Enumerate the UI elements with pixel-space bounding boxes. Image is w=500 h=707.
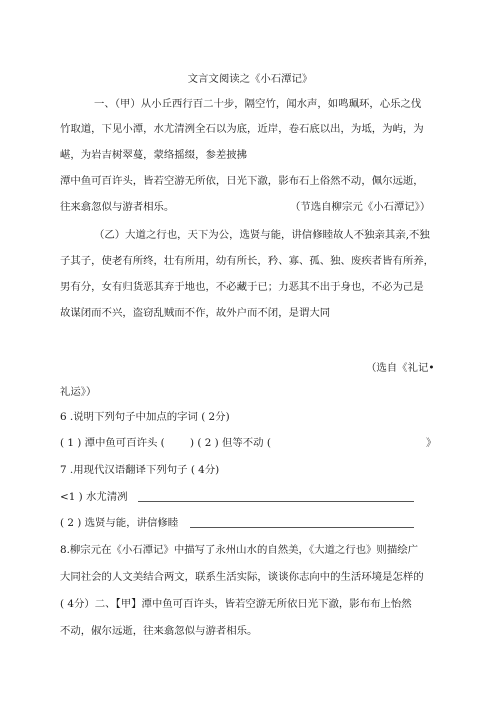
question-8-line-1: 8.柳宗元在《小石潭记》中描写了永州山水的自然美，《大道之行也》则描绘广 xyxy=(60,544,418,556)
part-a-line-3: 嵁，为岩吉树翠蔓，蒙络摇缀，参差披拂 xyxy=(60,149,248,161)
part-a-line-1: 一、（甲）从小丘西行百二十步，隔空竹，闻水声，如鸣珮环，心乐之伐 xyxy=(94,98,422,110)
document-title: 文言文阅读之《小石潭记》 xyxy=(187,73,313,85)
answer-blank-2 xyxy=(190,517,414,528)
part-a-line-4: 潭中鱼可百许头，皆若空游无所依，日光下澈，影布石上俗然不动，佩尔远逝， xyxy=(60,175,424,187)
answer-blank-1 xyxy=(138,491,414,502)
question-6-item-1: ( 1 ) 潭中鱼可百许头 ( xyxy=(60,437,165,449)
part-b-source-1: （选自《礼记• xyxy=(366,362,435,374)
question-7-stem: 7 .用现代汉语翻译下列句子 ( 4分) xyxy=(60,464,220,476)
part-a-source: （节选自柳宗元《小石潭记》） xyxy=(290,201,431,213)
part-a-line-5: 往来翕忽似与游者相乐。 xyxy=(60,201,175,213)
part-a-line-2: 竹取道，下见小潭，水尤清洌全石以为底，近岸，卷石底以出，为坻，为屿，为 xyxy=(60,123,424,135)
question-7-item-1: <1 ) 水尤清冽 xyxy=(60,491,128,503)
question-8-line-2: 大同社会的人文美结合两文，联系生活实际，谈谈你志向中的生活环境是怎样的 xyxy=(60,571,424,583)
part-b-line-3: 男有分，女有归货恶其弃于地也，不必藏于已；力恶其不出于身也，不必为己是 xyxy=(60,281,424,293)
part-b-line-4: 故谋闭而不兴，盗窃乱贼而不作，故外户而不闭，是谓大同 xyxy=(60,307,331,319)
part-b-source-2: 礼运》） xyxy=(60,386,97,398)
question-6-closing-mark: 》 xyxy=(426,437,437,449)
question-6-stem: 6 .说明下列句子中加点的字词 ( 2分) xyxy=(60,411,230,423)
question-8-line-3: ( 4分）二、【甲】潭中鱼可百许头，皆若空游无所依日光下澈，影布布上怡然 xyxy=(60,598,412,610)
question-7-item-2: ( 2 ) 选贤与能，讲信修睦 xyxy=(60,517,179,529)
question-8-line-4: 不动，俶尔远逝，往来翕忽似与游者相乐。 xyxy=(60,625,258,637)
question-6-item-2: ) ( 2 ) 但等不动 ( xyxy=(190,437,271,449)
part-b-line-2: 子其子，使老有所终，壮有所用，幼有所长，矜、寡、孤、独、废疾者皆有所养， xyxy=(60,255,435,267)
part-b-line-1: （乙）大道之行也，天下为公，选贤与能，讲信修睦故人不独亲其亲,不独 xyxy=(94,229,430,241)
